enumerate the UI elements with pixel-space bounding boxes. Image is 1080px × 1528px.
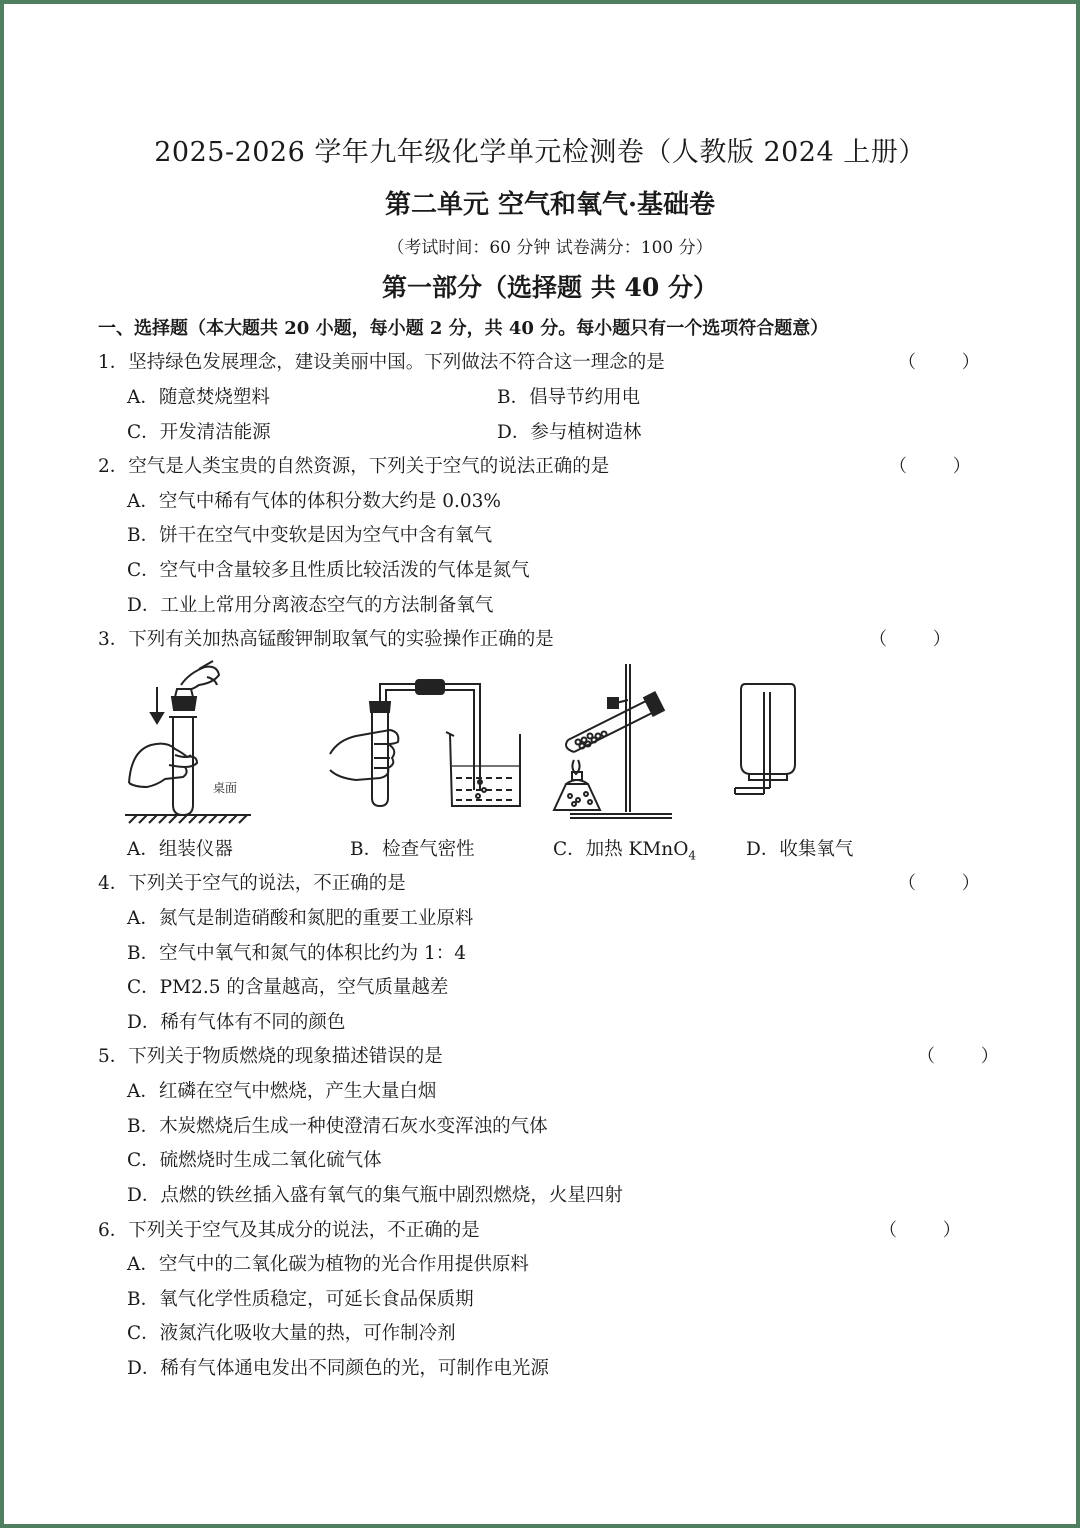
unit-title: 第二单元 空气和氧气·基础卷: [384, 190, 716, 220]
question-2-option-a: A．空气中稀有气体的体积分数大约是 0.03%: [127, 491, 502, 512]
question-4-option-c: C．PM2.5 的含量越高，空气质量越差: [127, 977, 449, 998]
question-2-option-b: B．饼干在空气中变软是因为空气中含有氧气: [127, 525, 493, 546]
exam-title: 2025-2026 学年九年级化学单元检测卷（人教版 2024 上册）: [154, 137, 926, 168]
answer-bracket: （ ）: [898, 873, 980, 894]
question-5-option-c: C．硫燃烧时生成二氧化硫气体: [127, 1150, 382, 1171]
figure-b-airtightness-check: [330, 670, 520, 810]
figure-c-heating-kmno4: [548, 660, 678, 825]
question-2-option-c: C．空气中含量较多且性质比较活泼的气体是氮气: [127, 560, 530, 581]
part-title: 第一部分（选择题 共 40 分）: [382, 273, 718, 302]
question-3-option-b: B．检查气密性: [350, 839, 475, 860]
question-2-stem: 2．空气是人类宝贵的自然资源，下列关于空气的说法正确的是: [98, 456, 610, 477]
subscript-4: 4: [688, 848, 697, 863]
question-6-option-b: B．氧气化学性质稳定，可延长食品保质期: [127, 1289, 474, 1310]
question-5-option-b: B．木炭燃烧后生成一种使澄清石灰水变浑浊的气体: [127, 1116, 548, 1137]
question-1-option-d: D．参与植树造林: [497, 422, 642, 443]
question-6-option-c: C．液氮汽化吸收大量的热，可作制冷剂: [127, 1323, 456, 1344]
exam-info: （考试时间：60 分钟 试卷满分：100 分）: [387, 238, 713, 258]
question-4-option-b: B．空气中氧气和氮气的体积比约为 1：4: [127, 943, 467, 964]
answer-bracket: （ ）: [889, 456, 971, 477]
question-3-option-d: D．收集氧气: [746, 839, 854, 860]
question-2-option-d: D．工业上常用分离液态空气的方法制备氧气: [127, 595, 494, 616]
question-3-option-a: A．组装仪器: [127, 839, 233, 860]
question-6-option-d: D．稀有气体通电发出不同颜色的光，可制作电光源: [127, 1358, 549, 1379]
figure-d-collect-oxygen: [733, 680, 803, 805]
answer-bracket: （ ）: [869, 629, 951, 650]
answer-bracket: （ ）: [898, 352, 980, 373]
question-4-stem: 4．下列关于空气的说法，不正确的是: [98, 873, 406, 894]
question-3-option-c: C．加热 KMnO$_4$: [553, 839, 697, 863]
figure-label-desk: 桌面: [213, 781, 238, 795]
question-1-option-a: A．随意焚烧塑料: [127, 387, 270, 408]
question-1-stem: 1．坚持绿色发展理念，建设美丽中国。下列做法不符合这一理念的是: [98, 352, 665, 373]
figure-a-assemble-apparatus: [125, 655, 255, 825]
answer-bracket: （ ）: [879, 1220, 961, 1241]
section-heading: 一、选择题（本大题共 20 小题，每小题 2 分，共 40 分。每小题只有一个选项符合题意）: [98, 318, 829, 339]
question-5-stem: 5．下列关于物质燃烧的现象描述错误的是: [98, 1046, 443, 1067]
question-6-stem: 6．下列关于空气及其成分的说法，不正确的是: [98, 1220, 480, 1241]
question-5-option-d: D．点燃的铁丝插入盛有氧气的集气瓶中剧烈燃烧，火星四射: [127, 1185, 623, 1206]
answer-bracket: （ ）: [917, 1046, 999, 1067]
question-4-option-d: D．稀有气体有不同的颜色: [127, 1012, 346, 1033]
question-1-option-c: C．开发清洁能源: [127, 422, 271, 443]
question-1-option-b: B．倡导节约用电: [497, 387, 641, 408]
question-4-option-a: A．氮气是制造硝酸和氮肥的重要工业原料: [127, 908, 474, 929]
question-6-option-a: A．空气中的二氧化碳为植物的光合作用提供原料: [127, 1254, 529, 1275]
question-5-option-a: A．红磷在空气中燃烧，产生大量白烟: [127, 1081, 437, 1102]
question-3-stem: 3．下列有关加热高锰酸钾制取氧气的实验操作正确的是: [98, 629, 554, 650]
